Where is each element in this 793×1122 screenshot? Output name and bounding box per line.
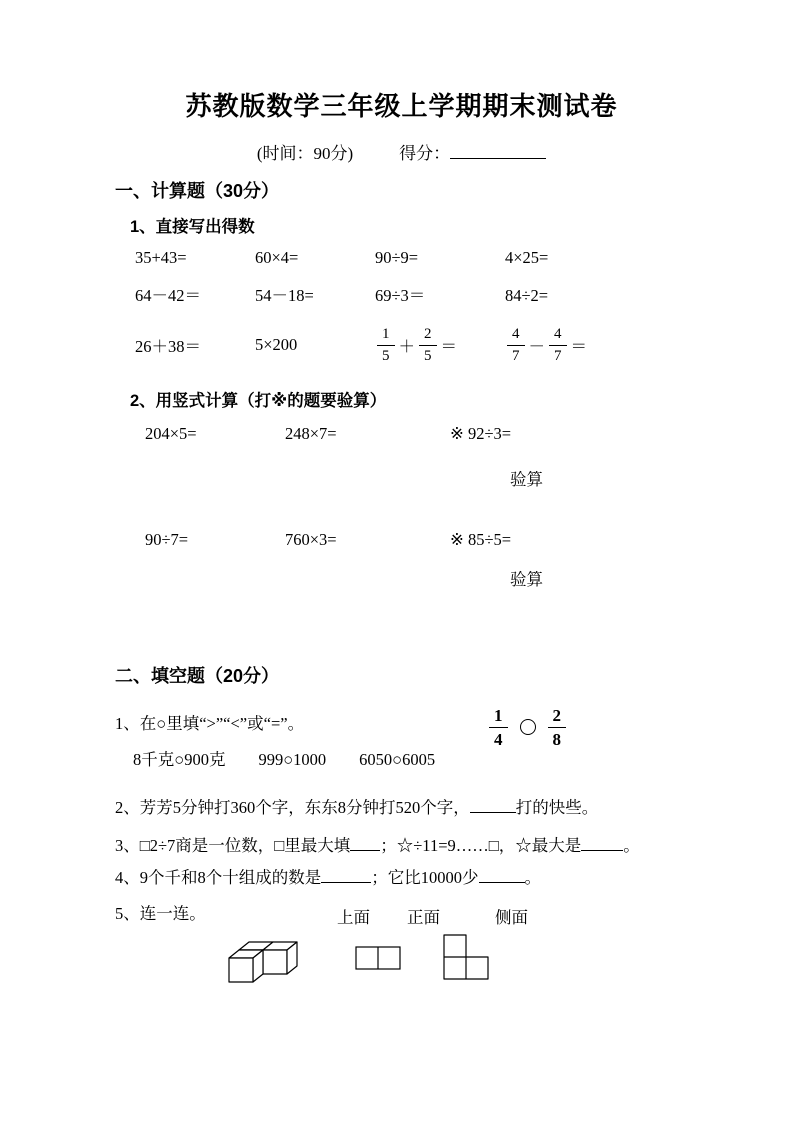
vertical-calc-row2 [115,528,688,552]
calc-item: 90÷9= [375,248,419,267]
calc-item: 5×200 [255,335,298,354]
equals-sign: ＝ [440,337,457,356]
answer-blank [350,835,380,851]
compare-circle [520,719,536,735]
calc-item: 35+43= [135,248,187,267]
fraction [549,326,567,364]
question-4-text: 。 [524,868,541,887]
cube-stack-figure [225,934,301,986]
quick-calc-grid [115,246,688,308]
calc-item: 64－42＝ [135,286,201,305]
calc-item: 204×5= [145,424,197,443]
fraction-compare-expression [487,706,568,748]
fraction [489,706,508,748]
question-2-text: 打的快些。 [515,798,599,817]
fraction-denominator: 8 [552,730,561,749]
fraction-denominator: 5 [424,348,432,364]
time-limit-label: (时间：90分) [256,144,354,163]
fraction [548,706,567,748]
l-tromino-figure [443,934,489,980]
fraction-numerator: 2 [419,326,437,346]
section1-sub1-heading: 1、直接写出得数 [130,218,255,236]
fraction-denominator: 4 [494,730,503,749]
score-blank-line [450,143,546,159]
calc-item: 4×25= [505,248,549,267]
fraction-denominator: 7 [512,348,520,364]
calc-item: 90÷7= [145,530,189,549]
question-4 [115,866,688,890]
fraction [377,326,395,364]
calc-item: 69÷3＝ [375,286,426,305]
question-3 [115,834,688,858]
verify-label: 验算 [510,470,543,489]
fraction-addition-expression [375,326,505,364]
fraction-subtraction-expression [505,326,688,364]
question-3-text: 。 [623,836,640,855]
question-3-text: 3、□2÷7商是一位数，□里最大填 [115,836,351,855]
question-5-text: 5、连一连。 [115,904,206,923]
minus-operator: － [528,337,545,356]
calc-item: 60×4= [255,248,299,267]
equals-sign: ＝ [570,337,587,356]
fraction [507,326,525,364]
fraction-numerator: 4 [549,326,567,346]
page-title: 苏教版数学三年级上学期期末测试卷 [185,91,618,121]
fraction-numerator: 2 [548,706,567,728]
vertical-calc-row1 [115,422,688,446]
score-label: 得分： [399,144,451,163]
calc-item: 760×3= [285,530,337,549]
calc-item: 248×7= [285,424,337,443]
section1-heading: 一、计算题（30分） [115,181,280,201]
question-1-text: 1、在○里填“>”“<”或“=”。 [115,714,305,733]
plus-operator: ＋ [398,337,415,356]
view-label-front: 正面 [407,908,440,927]
calc-item-check-marked: ※ 92÷3= [450,424,512,443]
answer-blank [321,867,371,883]
calc-item: 26＋38＝ [135,337,201,356]
answer-blank [581,835,623,851]
question-5-figures [115,932,688,1004]
view-label-top: 上面 [337,908,370,927]
section1-sub2-heading: 2、用竖式计算（打※的题要验算） [130,392,387,410]
verify-label: 验算 [510,570,543,589]
question-4-text: ；它比10000少 [371,868,479,887]
fraction-numerator: 4 [507,326,525,346]
calc-item: 54－18= [255,286,314,305]
fraction [419,326,437,364]
fraction-denominator: 7 [554,348,562,364]
question-2 [115,796,688,820]
fraction-numerator: 1 [377,326,395,346]
calc-item: 84÷2= [505,286,549,305]
question-2-text: 2、芳芳5分钟打360个字，东东8分钟打520个字， [115,798,470,817]
question-1-compare-items: 8千克○900克 999○1000 6050○6005 [133,750,436,769]
question-3-text: ；☆÷11=9……□，☆最大是 [380,836,582,855]
calc-item-check-marked: ※ 85÷5= [450,530,512,549]
two-square-row-figure [355,946,401,970]
view-label-side: 侧面 [495,908,528,927]
answer-blank [479,867,525,883]
question-5 [115,902,688,926]
answer-blank [470,797,516,813]
quick-calc-row3 [115,322,688,368]
section2-heading: 二、填空题（20分） [115,666,280,686]
question-4-text: 4、9个千和8个十组成的数是 [115,868,322,887]
fraction-numerator: 1 [489,706,508,728]
question-1 [115,706,688,772]
fraction-denominator: 5 [382,348,390,364]
paper-subtitle [115,142,688,166]
